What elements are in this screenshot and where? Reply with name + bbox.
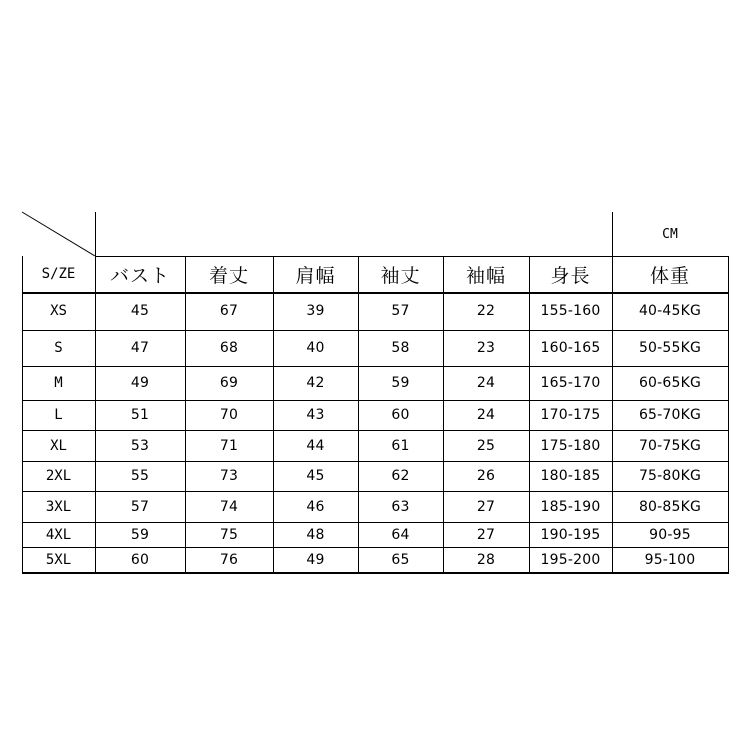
table-cell: 95-100: [644, 551, 696, 568]
table-cell: 51: [130, 407, 150, 423]
table-cell: 67: [219, 303, 239, 319]
table-cell: 71: [219, 437, 239, 454]
size-name-cell: S: [54, 340, 63, 356]
table-cell: 48: [306, 526, 325, 543]
column-header: 体重: [649, 264, 690, 287]
table-cell: 23: [476, 340, 496, 356]
table-cell: 75: [219, 526, 239, 543]
table-cell: 165-170: [540, 375, 601, 391]
column-header: バスト: [109, 264, 170, 287]
table-cell: 62: [391, 468, 410, 484]
table-cell: 61: [391, 437, 410, 454]
size-name-cell: 5XL: [45, 551, 72, 568]
column-header: 着丈: [208, 264, 249, 287]
size-name-cell: 3XL: [45, 498, 72, 515]
size-name-cell: L: [54, 407, 63, 423]
table-cell: 43: [306, 407, 325, 423]
table-cell: 27: [476, 526, 496, 543]
table-cell: 69: [219, 375, 239, 391]
size-name-cell: XS: [50, 303, 67, 319]
table-cell: 195-200: [540, 551, 601, 568]
table-cell: 57: [130, 498, 150, 515]
table-cell: 185-190: [540, 498, 601, 515]
table-cell: 59: [130, 526, 150, 543]
table-cell: 50-55KG: [638, 340, 702, 356]
table-cell: 49: [306, 551, 325, 568]
table-cell: 45: [306, 468, 325, 484]
table-vertical-line: [728, 256, 729, 572]
size-name-cell: XL: [50, 437, 67, 454]
table-cell: 53: [130, 437, 150, 454]
unit-label: CM: [662, 226, 678, 242]
table-horizontal-line: [22, 572, 729, 574]
table-cell: 55: [130, 468, 150, 484]
column-header: 身長: [550, 264, 591, 287]
table-cell: 28: [476, 551, 496, 568]
table-cell: 70-75KG: [638, 437, 702, 454]
table-cell: 65-70KG: [638, 407, 702, 423]
table-cell: 68: [219, 340, 239, 356]
table-cell: 58: [391, 340, 410, 356]
table-cell: 45: [130, 303, 150, 319]
size-name-cell: 2XL: [45, 468, 72, 484]
table-cell: 80-85KG: [638, 498, 702, 515]
table-cell: 46: [306, 498, 325, 515]
table-cell: 180-185: [540, 468, 601, 484]
column-header: 袖幅: [465, 264, 506, 287]
column-header: 袖丈: [380, 264, 421, 287]
table-cell: 70: [219, 407, 239, 423]
table-cell: 44: [306, 437, 325, 454]
table-cell: 24: [476, 375, 496, 391]
column-header: 肩幅: [295, 264, 336, 287]
table-cell: 60: [130, 551, 150, 568]
table-cell: 65: [391, 551, 410, 568]
table-cell: 40: [306, 340, 325, 356]
table-cell: 59: [391, 375, 410, 391]
table-cell: 175-180: [540, 437, 601, 454]
table-cell: 190-195: [540, 526, 601, 543]
table-cell: 76: [219, 551, 239, 568]
table-cell: 160-165: [540, 340, 601, 356]
table-cell: 39: [306, 303, 325, 319]
table-cell: 42: [306, 375, 325, 391]
table-cell: 60-65KG: [638, 375, 702, 391]
table-cell: 75-80KG: [638, 468, 702, 484]
table-cell: 24: [476, 407, 496, 423]
table-cell: 22: [476, 303, 496, 319]
table-cell: 47: [130, 340, 150, 356]
table-cell: 57: [391, 303, 410, 319]
table-cell: 40-45KG: [638, 303, 702, 319]
table-cell: 64: [391, 526, 410, 543]
table-cell: 26: [476, 468, 496, 484]
table-cell: 90-95: [649, 526, 691, 543]
table-cell: 63: [391, 498, 410, 515]
table-cell: 155-160: [540, 303, 601, 319]
table-cell: 27: [476, 498, 496, 515]
column-header: S/ZE: [41, 266, 76, 282]
size-name-cell: 4XL: [45, 526, 72, 543]
table-cell: 60: [391, 407, 410, 423]
table-cell: 74: [219, 498, 239, 515]
table-cell: 25: [476, 437, 496, 454]
table-cell: 49: [130, 375, 150, 391]
size-name-cell: M: [54, 375, 63, 391]
table-cell: 73: [219, 468, 239, 484]
table-cell: 170-175: [540, 407, 601, 423]
